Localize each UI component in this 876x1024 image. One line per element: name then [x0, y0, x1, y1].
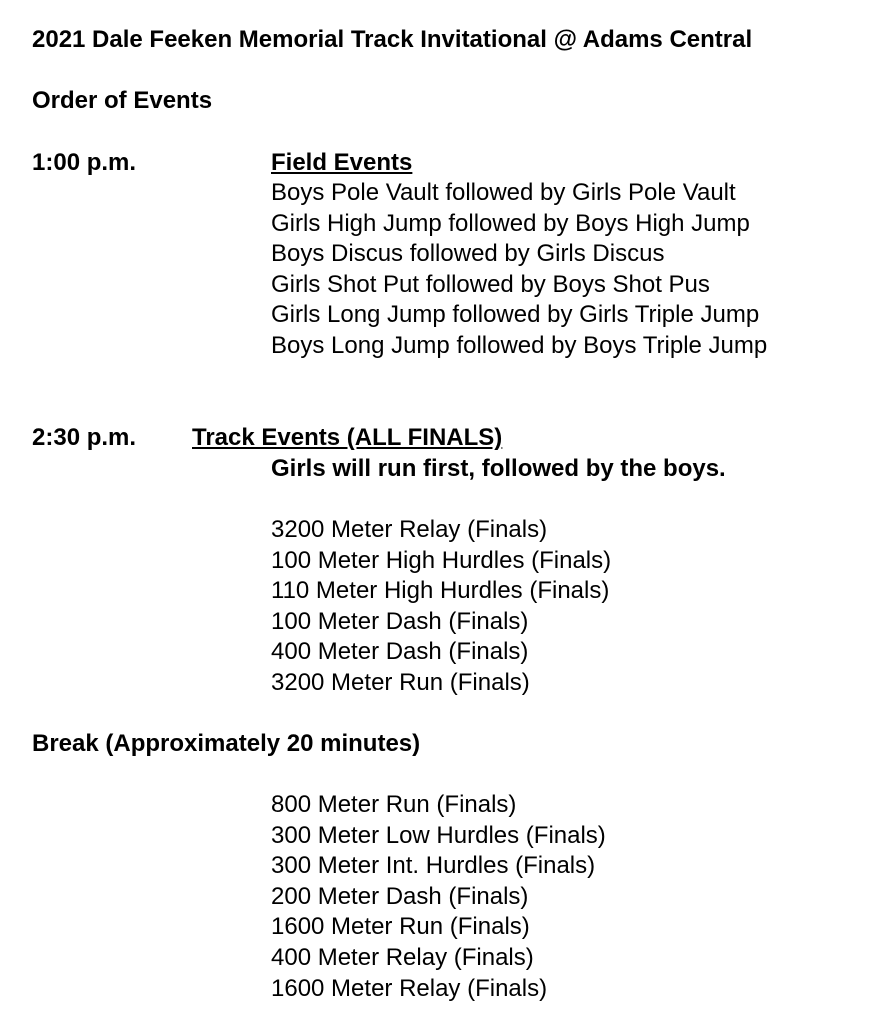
- field-events-list: [271, 178, 767, 362]
- field-events-heading: Field Events: [271, 149, 413, 176]
- track-events-list-before-break: [271, 515, 611, 699]
- break-label: Break (Approximately 20 minutes): [32, 730, 421, 757]
- track-events-heading: Track Events (ALL FINALS): [192, 424, 503, 451]
- list-item: Girls High Jump followed by Boys High Jump: [271, 209, 750, 237]
- list-item: 400 Meter Relay (Finals): [271, 943, 534, 971]
- list-item: 300 Meter Low Hurdles (Finals): [271, 821, 606, 849]
- list-item: 300 Meter Int. Hurdles (Finals): [271, 852, 596, 880]
- list-item: 1600 Meter Relay (Finals): [271, 974, 548, 1002]
- list-item: Girls Long Jump followed by Girls Triple Jump: [271, 301, 760, 329]
- list-item: Girls Shot Put followed by Boys Shot Pus: [271, 270, 710, 298]
- list-item: 200 Meter Dash (Finals): [271, 882, 529, 910]
- field-events-time: 1:00 p.m.: [32, 149, 137, 176]
- track-events-note: Girls will run first, followed by the boys.: [271, 455, 726, 482]
- list-item: 3200 Meter Relay (Finals): [271, 516, 548, 543]
- list-item: 1600 Meter Run (Finals): [271, 913, 530, 941]
- list-item: Boys Pole Vault followed by Girls Pole Vault: [271, 179, 736, 206]
- list-item: 3200 Meter Run (Finals): [271, 668, 530, 696]
- list-item: Boys Discus followed by Girls Discus: [271, 240, 665, 268]
- track-events-time: 2:30 p.m.: [32, 424, 137, 451]
- track-events-list-after-break: [271, 790, 606, 1004]
- list-item: 100 Meter High Hurdles (Finals): [271, 546, 612, 574]
- order-of-events-heading: Order of Events: [32, 87, 213, 114]
- document-title: 2021 Dale Feeken Memorial Track Invitational @ Adams Central: [32, 26, 753, 53]
- list-item: 800 Meter Run (Finals): [271, 791, 517, 818]
- list-item: 110 Meter High Hurdles (Finals): [271, 577, 610, 605]
- list-item: Boys Long Jump followed by Boys Triple Jump: [271, 331, 768, 359]
- list-item: 100 Meter Dash (Finals): [271, 607, 529, 635]
- list-item: 400 Meter Dash (Finals): [271, 638, 529, 666]
